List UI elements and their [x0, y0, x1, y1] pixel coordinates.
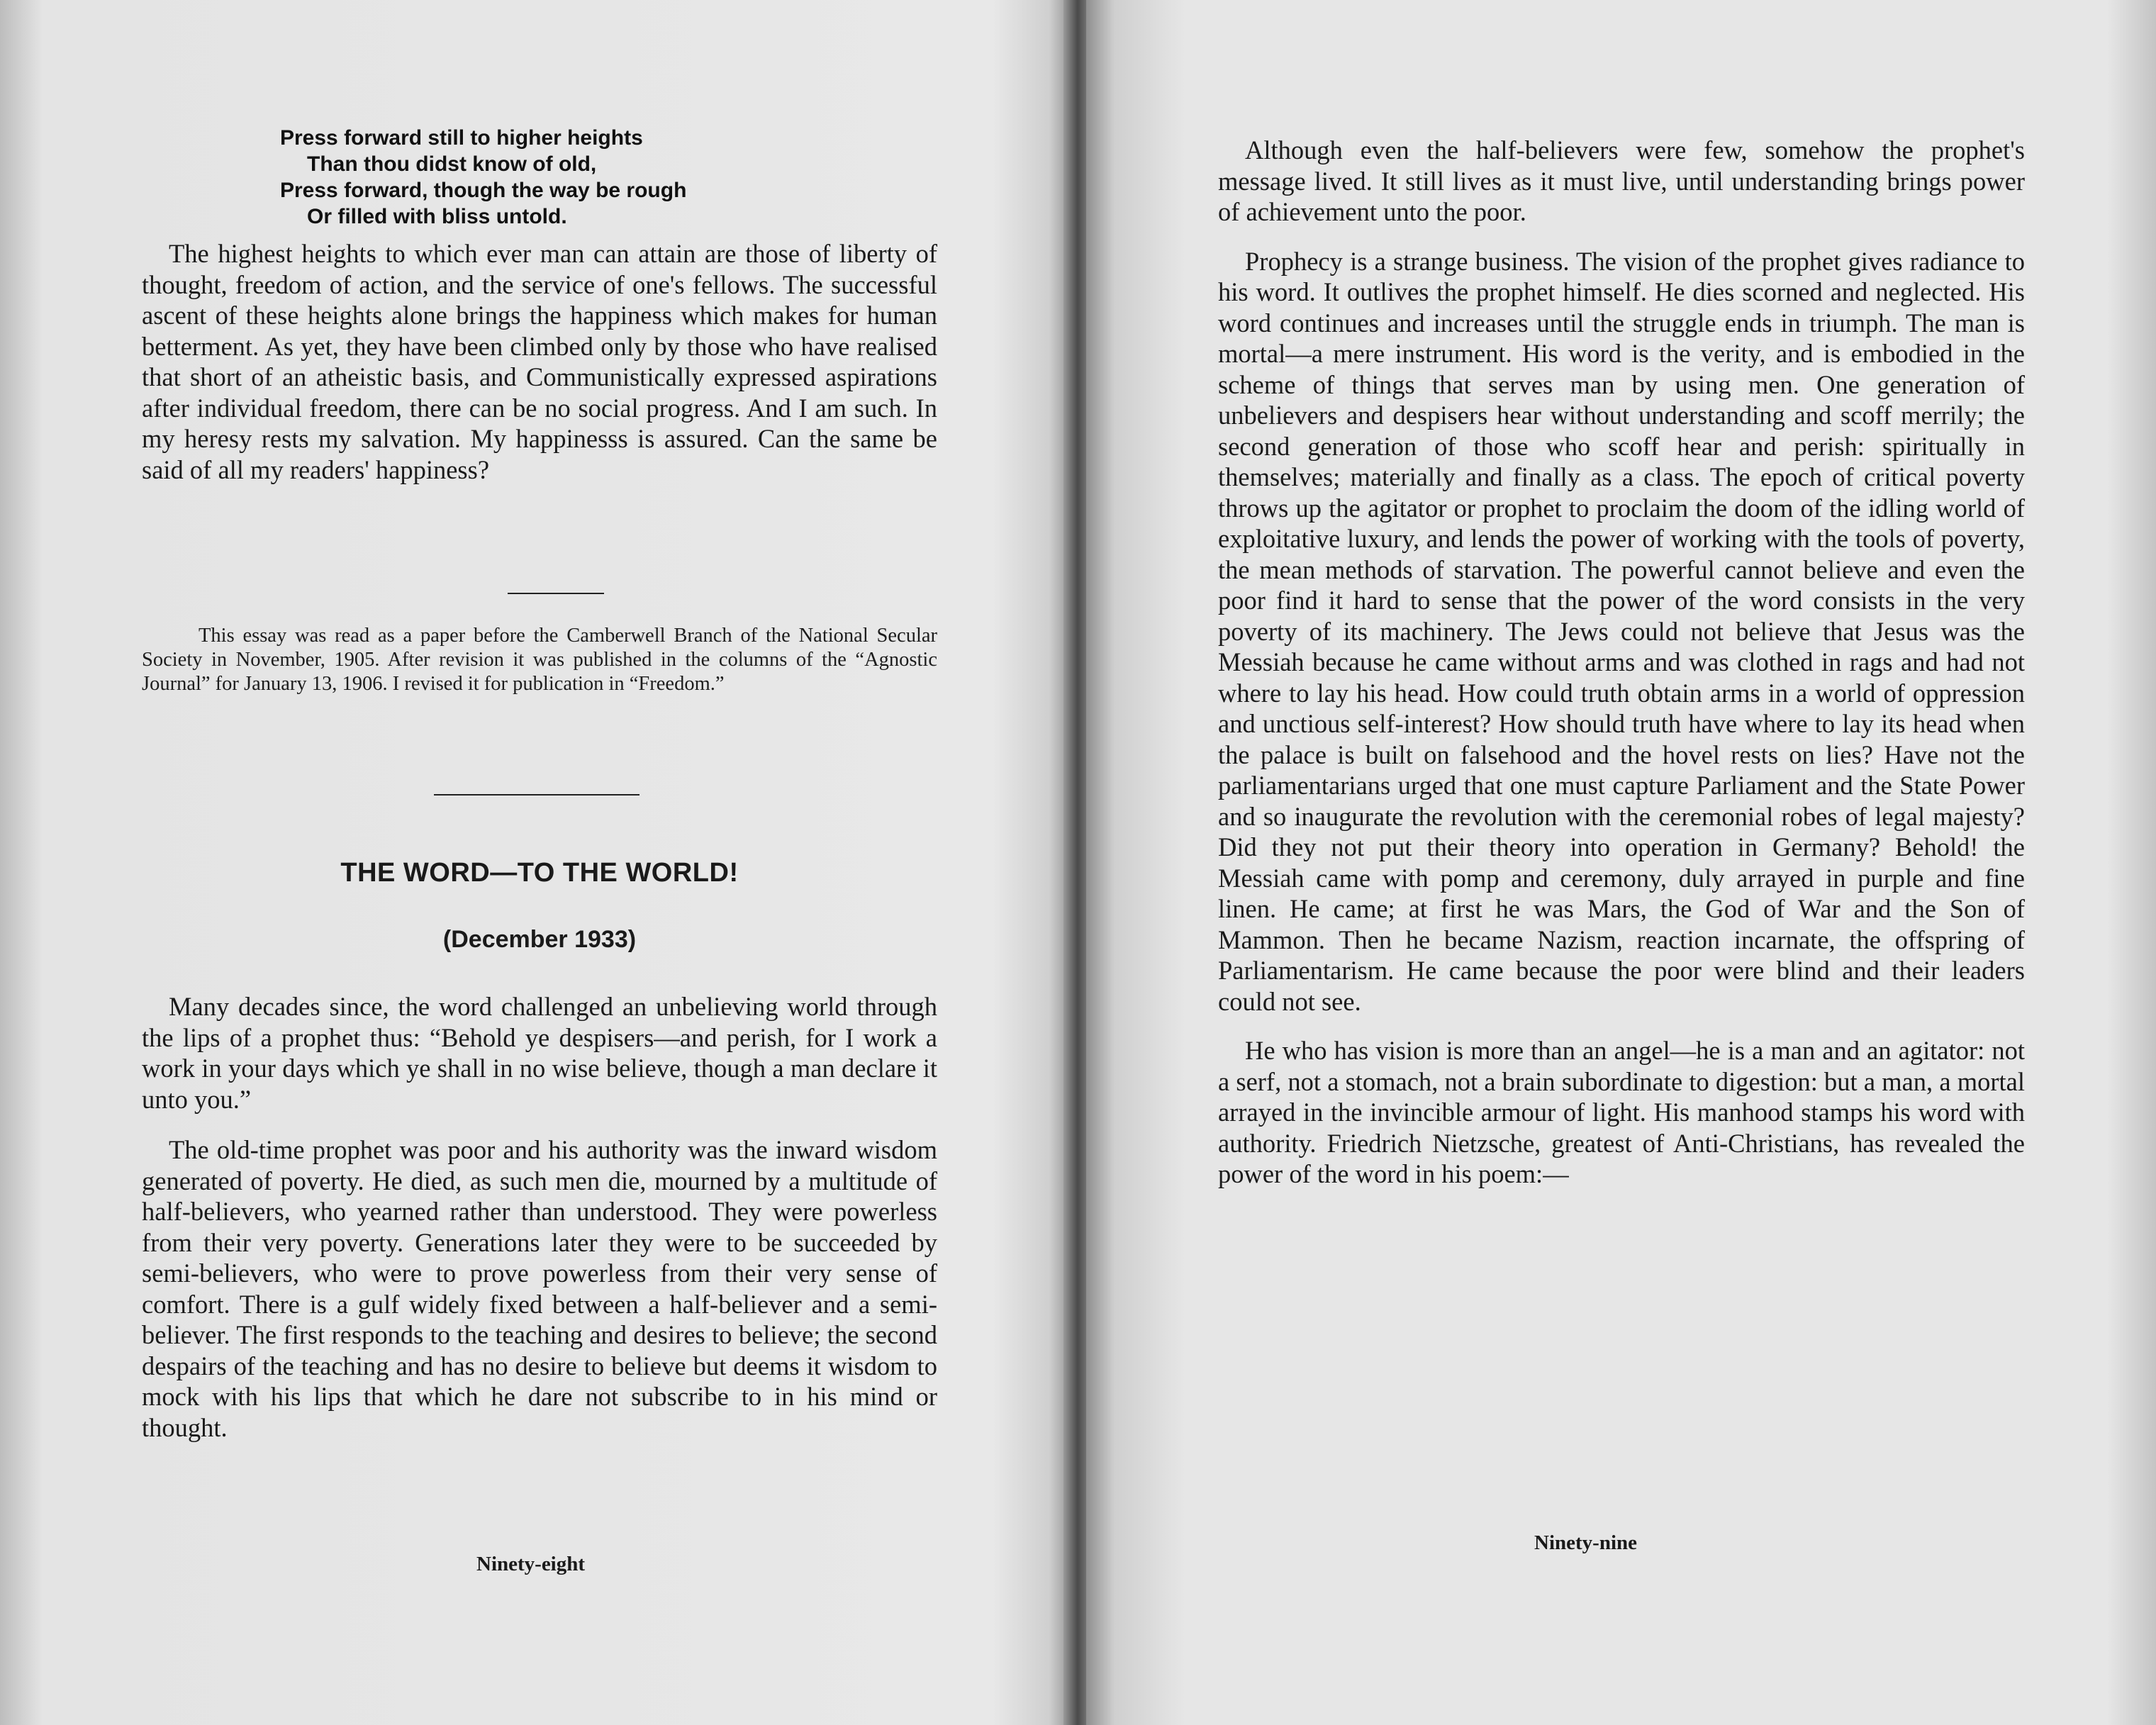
short-divider — [508, 593, 604, 594]
closing-paragraph-block — [142, 238, 937, 485]
poem-line: Than thou didst know of old, — [307, 152, 597, 176]
epigraph-poem — [280, 125, 776, 230]
poem-line: Press forward still to higher heights — [280, 126, 643, 150]
right-text-block — [1218, 135, 2025, 1190]
body-paragraph: Prophecy is a strange business. The vision of the prophet gives radiance to his word. It outlives the prophet himself. He dies scorned and neglected. His word continues and increases until the struggle ends in triumph. The man is mortal—a mere instrument. His word is the verity, and is embodied in the scheme of things that serves man by using men. One generation of unbelievers and despisers hear without understanding and scoff merrily; the second generation of those who scoff hear and perish: spiritually in themselves; materially and finally as a class. The epoch of critical poverty throws up the agitator or prophet to proclaim the doom of the idling world of exploitative luxury, and lends the power of working with the tools of poverty, the mean methods of starvation. The powerful cannot believe and even the poor find it hard to sense that the power of the word consists in the very poverty of its machinery. The Jews could not believe that Jesus was the Messiah because he came without arms and was clothed in rags and had not where to lay his head. How could truth obtain arms in a world of oppression and unctious self-interest? How should truth have where to lay its head when the palace is built on falsehood and the hovel rests on lies? Have not the parliamentarians urged that one must capture Parliament and the State Power and so inaugurate the revolution with the ceremonial robes of legal majesty? Did they not put their theory into operation in Germany? Behold! the Messiah came with pomp and ceremony, duly arrayed in purple and fine linen. He came; at first he was Mars, the God of War and the Son of Mammon. Then he became Nazism, reaction incarnate, the offspring of Parliamentarism. He came because the poor were blind and their leaders could not see. — [1218, 246, 2025, 1016]
right-page — [1086, 0, 2156, 1725]
body-paragraph: Many decades since, the word challenged an unbelieving world through the lips of a prophet thus: “Behold ye despisers—and perish, for I work a work in your days which ye shall in no wise believe, though a man declare it unto you.” — [142, 992, 937, 1114]
body-paragraph: He who has vision is more than an angel—he is a man and an agitator: not a serf, not a stomach, not a brain subordinate to digestion: but a man, a mortal arrayed in the invincible armour of light. His manhood stamps his word with authority. Friedrich Nietzsche, greatest of Anti-Christians, has revealed the power of the word in his poem:— — [1218, 1036, 2025, 1188]
essay-text-block — [142, 991, 937, 1443]
essay-date: (December 1933) — [442, 926, 637, 953]
essay-heading: THE WORD—TO THE WORLD! — [340, 858, 739, 888]
body-paragraph: The highest heights to which ever man can attain are those of liberty of thought, freedom of action, and the service of one's fellows. The successful ascent of these heights alone brings the happiness which makes for human betterment. As yet, they have been climbed only by those who have realised that short of an atheistic basis, and Communistically expressed aspirations after individual freedom, there can be no social progress. And I am such. In my heresy rests my salvation. My happinesss is assured. Can the same be said of all my readers' happiness? — [142, 239, 937, 484]
page-number: Ninety-eight — [476, 1553, 586, 1575]
publication-note: This essay was read as a paper before the Camberwell Branch of the National Secular Society in November, 1905. After revision it was published in the columns of the “Agnostic Journal” for January 13, 1906. I revised it for publication in “Freedom.” — [142, 625, 937, 695]
poem-line: Press forward, though the way be rough — [280, 179, 687, 202]
body-paragraph: The old-time prophet was poor and his authority was the inward wisdom generated of poverty. He died, as such men die, mourned by a multitude of half-believers, who yearned rather than understood. They were powerless from their very poverty. Generations later they were to be succeeded by semi-believers, who were to prove powerless from their very sense of comfort. There is a gulf widely fixed between a half-believer and a semi-believer. The first responds to the teaching and desires to believe; the second despairs of the teaching and has no desire to believe but deems it wisdom to mock with his lips that which he dare not subscribe to in his mind or thought. — [142, 1135, 937, 1442]
page-number: Ninety-nine — [1534, 1531, 1637, 1554]
left-page — [0, 0, 1069, 1725]
section-divider — [434, 794, 639, 795]
body-paragraph: Although even the half-believers were few, somehow the prophet's message lived. It still lives as it must live, until understanding brings power of achievement unto the poor. — [1218, 135, 2025, 226]
poem-line: Or filled with bliss untold. — [307, 205, 567, 228]
